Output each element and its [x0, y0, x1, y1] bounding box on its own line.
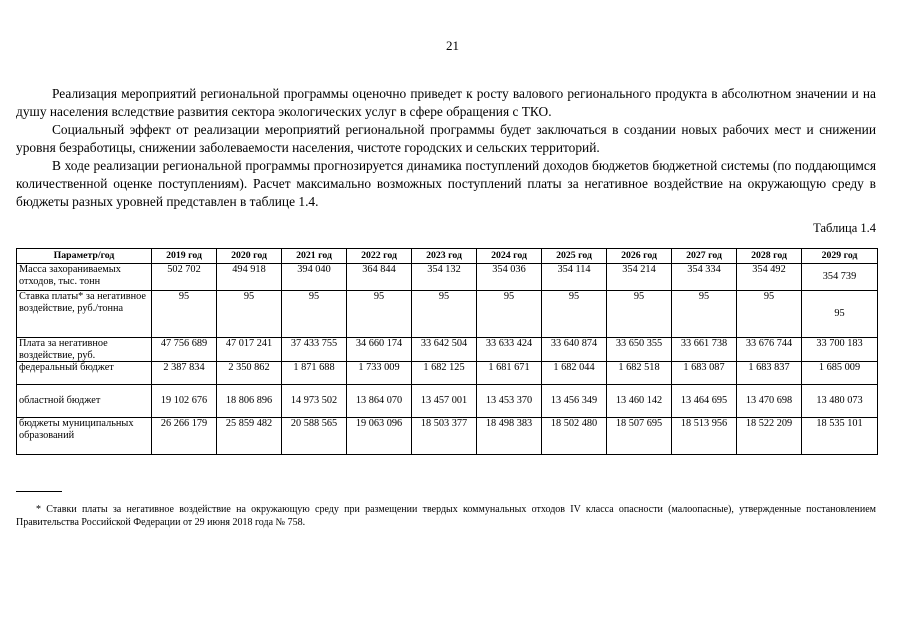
table-cell: 95 — [412, 291, 477, 338]
table-cell: 95 — [672, 291, 737, 338]
table-cell: 95 — [152, 291, 217, 338]
table-cell: 394 040 — [282, 264, 347, 291]
column-header: 2021 год — [282, 249, 347, 264]
table-cell: 13 864 070 — [347, 385, 412, 418]
table-cell: 18 502 480 — [542, 418, 607, 455]
table-cell: 2 350 862 — [217, 362, 282, 385]
table-cell: 364 844 — [347, 264, 412, 291]
table-cell: 354 334 — [672, 264, 737, 291]
table-cell: 354 492 — [737, 264, 802, 291]
column-header: 2024 год — [477, 249, 542, 264]
budget-revenue-table — [16, 248, 878, 455]
table-cell: 1 681 671 — [477, 362, 542, 385]
table-row — [17, 291, 878, 338]
table-cell: 25 859 482 — [217, 418, 282, 455]
table-cell: 47 017 241 — [217, 338, 282, 362]
table-cell: 18 535 101 — [802, 418, 878, 455]
table-cell: 1 683 087 — [672, 362, 737, 385]
row-label: Плата за негативное воздействие, руб. — [17, 338, 152, 362]
table-cell: 34 660 174 — [347, 338, 412, 362]
table-cell: 26 266 179 — [152, 418, 217, 455]
table-cell: 20 588 565 — [282, 418, 347, 455]
column-header: 2020 год — [217, 249, 282, 264]
table-cell: 1 682 125 — [412, 362, 477, 385]
table-row — [17, 418, 878, 455]
table-cell: 13 480 073 — [802, 385, 878, 418]
table-cell: 13 453 370 — [477, 385, 542, 418]
table-cell: 33 676 744 — [737, 338, 802, 362]
table-cell: 33 661 738 — [672, 338, 737, 362]
table-cell: 1 685 009 — [802, 362, 878, 385]
table-cell: 13 460 142 — [607, 385, 672, 418]
table-cell: 354 114 — [542, 264, 607, 291]
table-cell: 354 132 — [412, 264, 477, 291]
table-cell: 13 470 698 — [737, 385, 802, 418]
table-cell: 18 522 209 — [737, 418, 802, 455]
table-cell: 95 — [737, 291, 802, 338]
table-cell: 33 633 424 — [477, 338, 542, 362]
table-cell: 1 871 688 — [282, 362, 347, 385]
table-cell: 494 918 — [217, 264, 282, 291]
column-header: 2022 год — [347, 249, 412, 264]
table-cell: 13 456 349 — [542, 385, 607, 418]
table-cell: 354 036 — [477, 264, 542, 291]
column-header: 2029 год — [802, 249, 878, 264]
page-number: 21 — [446, 38, 459, 53]
row-label: областной бюджет — [17, 385, 152, 418]
row-label: федеральный бюджет — [17, 362, 152, 385]
table-cell: 18 498 383 — [477, 418, 542, 455]
row-label: Масса захораниваемых отходов, тыс. тонн — [17, 264, 152, 291]
table-cell: 33 650 355 — [607, 338, 672, 362]
column-header: 2026 год — [607, 249, 672, 264]
table-cell: 1 733 009 — [347, 362, 412, 385]
table-cell: 13 457 001 — [412, 385, 477, 418]
table-cell: 95 — [477, 291, 542, 338]
footnote-divider — [16, 491, 62, 492]
column-header: 2025 год — [542, 249, 607, 264]
table-cell: 2 387 834 — [152, 362, 217, 385]
table-cell: 19 102 676 — [152, 385, 217, 418]
row-label: бюджеты муниципальных образований — [17, 418, 152, 455]
table-row — [17, 385, 878, 418]
footnote-text: * Ставки платы за негативное воздействие на окружающую среду при размещении твердых коммунальных отходов IV класса опасности (малоопасные), утвержденные постановлением Правительства Российской Федерации от 29 июня 2018 года № 758. — [16, 504, 876, 528]
table-cell: 33 640 874 — [542, 338, 607, 362]
table-cell: 18 806 896 — [217, 385, 282, 418]
table-row — [17, 362, 878, 385]
table-cell: 13 464 695 — [672, 385, 737, 418]
table-cell: 354 214 — [607, 264, 672, 291]
table-cell: 95 — [607, 291, 672, 338]
column-header: 2023 год — [412, 249, 477, 264]
column-header: Параметр/год — [17, 249, 152, 264]
table-cell: 33 642 504 — [412, 338, 477, 362]
table-row — [17, 338, 878, 362]
table-cell: 37 433 755 — [282, 338, 347, 362]
table-cell: 95 — [347, 291, 412, 338]
body-text — [16, 85, 876, 211]
table-cell: 19 063 096 — [347, 418, 412, 455]
table-cell: 18 513 956 — [672, 418, 737, 455]
paragraph-1: Реализация мероприятий региональной программы оценочно приведет к росту валового регионального продукта в абсолютном значении и на душу населения вследствие развития сектора экологических услуг в сфере обращения с ТКО. — [16, 86, 876, 119]
table-cell: 18 503 377 — [412, 418, 477, 455]
table-caption: Таблица 1.4 — [813, 221, 876, 235]
paragraph-2: Социальный эффект от реализации мероприятий региональной программы будет заключаться в создании новых рабочих мест и снижении уровня безработицы, снижении заболеваемости населения, чистоте городских и сельских территорий. — [16, 122, 876, 155]
footnote — [16, 503, 876, 529]
table-cell: 1 683 837 — [737, 362, 802, 385]
table-cell: 1 682 044 — [542, 362, 607, 385]
table-cell: 354 739 — [802, 264, 878, 291]
column-header: 2019 год — [152, 249, 217, 264]
table-cell: 502 702 — [152, 264, 217, 291]
table-cell: 1 682 518 — [607, 362, 672, 385]
table-cell: 95 — [542, 291, 607, 338]
table-row — [17, 264, 878, 291]
table-cell: 33 700 183 — [802, 338, 878, 362]
table-cell: 18 507 695 — [607, 418, 672, 455]
table-cell: 95 — [282, 291, 347, 338]
column-header: 2028 год — [737, 249, 802, 264]
table-cell: 95 — [802, 291, 878, 338]
table-header-row — [17, 249, 878, 264]
row-label: Ставка платы* за негативное воздействие, руб./тонна — [17, 291, 152, 338]
column-header: 2027 год — [672, 249, 737, 264]
table-cell: 47 756 689 — [152, 338, 217, 362]
paragraph-3: В ходе реализации региональной программы прогнозируется динамика поступлений доходов бюджетов бюджетной системы (по поддающимся количественной оценке поступлениям). Расчет максимально возможных поступлений платы за негативное воздействие на окружающую среду в бюджеты разных уровней представлен в таблице 1.4. — [16, 158, 876, 209]
table-cell: 95 — [217, 291, 282, 338]
table-cell: 14 973 502 — [282, 385, 347, 418]
